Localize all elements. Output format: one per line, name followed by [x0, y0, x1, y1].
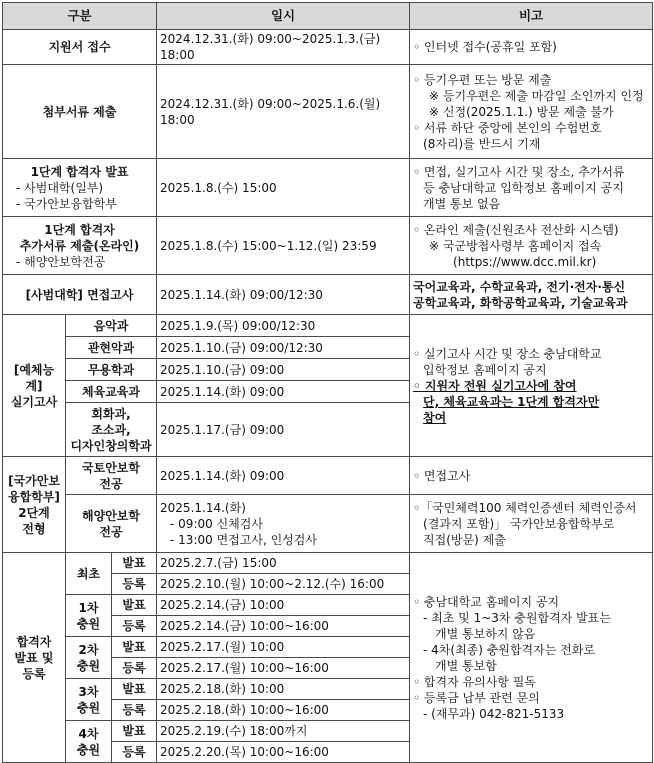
note-docs-line: ※ 신정(2025.1.1.) 방문 제출 불가 — [429, 104, 614, 119]
label-security-line: 융합학부] — [8, 489, 60, 504]
register-label: 등록 — [112, 574, 157, 595]
announce-date: 2025.2.17.(월) 10:00 — [157, 637, 410, 658]
date-marine-security — [157, 495, 410, 553]
note-marine-line: 직접(방문) 제출 — [423, 532, 506, 547]
date-apply: 2024.12.31.(화) 09:00~2025.1.3.(금) 18:00 — [157, 30, 410, 65]
round-3 — [66, 679, 112, 721]
round-4-line: 4차 — [78, 726, 99, 741]
note-edu-interview-line: 공학교육과, 화학공학교육과, 기술교육과 — [413, 295, 628, 310]
dept-marine-security — [66, 495, 157, 553]
date-stage1: 2025.1.8.(수) 15:00 — [157, 159, 410, 217]
round-4-line: 충원 — [76, 742, 101, 757]
dept-art — [66, 403, 157, 457]
announce-label: 발표 — [112, 595, 157, 616]
register-date: 2025.2.14.(금) 10:00~16:00 — [157, 616, 410, 637]
note-docs-line: ◦ 서류 하단 중앙에 본인의 수험번호 — [413, 120, 602, 135]
note-arts-line: 참여 — [423, 410, 447, 425]
label-edu-interview: [사범대학] 면접고사 — [3, 275, 157, 315]
note-marine-security — [410, 495, 653, 553]
note-docs — [410, 65, 653, 159]
label-stage1 — [3, 159, 157, 217]
label-security-line: 전형 — [22, 521, 46, 536]
row-security-1 — [3, 457, 653, 495]
dept-orchestra: 관현악과 — [66, 337, 157, 359]
register-date: 2025.2.17.(월) 10:00~16:00 — [157, 658, 410, 679]
note-results-line: ◦ 등록금 납부 관련 문의 — [413, 690, 540, 705]
label-stage1-extra-sub: - 해양안보학전공 — [16, 254, 106, 269]
row-arts-1 — [3, 315, 653, 337]
dept-art-line: 회화과, — [91, 406, 131, 421]
label-stage1-sub: - 사범대학(일부) — [16, 180, 104, 195]
round-2 — [66, 637, 112, 679]
round-3-line: 3차 — [78, 684, 99, 699]
date-dance: 2025.1.10.(금) 09:00 — [157, 359, 410, 381]
note-results-line: - 최초 및 1~3차 충원합격자 발표는 — [423, 610, 611, 625]
date-docs: 2024.12.31.(화) 09:00~2025.1.6.(월) 18:00 — [157, 65, 410, 159]
dept-marine-line: 해양안보학 — [82, 508, 140, 523]
dept-art-line: 디자인창의학과 — [70, 438, 152, 453]
label-results-line: 합격자 — [16, 634, 52, 649]
note-marine-line: ◦「국민체력100 체력인증센터 체력인증서 — [413, 500, 637, 515]
label-stage1-extra-title: 1단계 합격자 — [44, 222, 115, 237]
announce-label: 발표 — [112, 553, 157, 574]
announce-label: 발표 — [112, 721, 157, 742]
row-security-2 — [3, 495, 653, 553]
label-stage1-extra-title2: 추가서류 제출(온라인) — [19, 238, 140, 253]
note-arts-line: ◦ 실기고사 시간 및 장소 충남대학교 — [413, 346, 602, 361]
note-docs-line: (8자리)를 반드시 기재 — [423, 136, 541, 151]
note-stage1-line: 등 충남대학교 입학정보 홈페이지 공지 — [423, 180, 624, 195]
note-stage1-extra-line: (https://www.dcc.mil.kr) — [453, 254, 597, 269]
dept-art-line: 조소과, — [91, 422, 131, 437]
note-arts-line: 단, 체육교육과는 1단계 합격자만 — [423, 394, 600, 409]
dept-marine-line: 전공 — [99, 524, 123, 539]
note-results — [410, 553, 653, 763]
dept-national-line: 국토안보학 — [82, 460, 140, 475]
announce-label: 발표 — [112, 679, 157, 700]
register-label: 등록 — [112, 700, 157, 721]
row-stage1 — [3, 159, 653, 217]
label-docs: 첨부서류 제출 — [3, 65, 157, 159]
announce-date: 2025.2.14.(금) 10:00 — [157, 595, 410, 616]
date-national-security: 2025.1.14.(화) 09:00 — [157, 457, 410, 495]
dept-music: 음악과 — [66, 315, 157, 337]
note-national-security: ◦ 면접고사 — [410, 457, 653, 495]
note-edu-interview — [410, 275, 653, 315]
dept-national-line: 전공 — [99, 476, 123, 491]
note-results-line: ◦ 합격자 유의사항 필독 — [413, 674, 536, 689]
row-result-1a — [3, 553, 653, 574]
round-1-line: 충원 — [76, 616, 101, 631]
register-date: 2025.2.10.(월) 10:00~2.12.(수) 16:00 — [157, 574, 410, 595]
header-date: 일시 — [157, 3, 410, 30]
row-apply — [3, 30, 653, 65]
note-results-line: ◦ 충남대학교 홈페이지 공지 — [413, 594, 560, 609]
row-docs — [3, 65, 653, 159]
header-category: 구분 — [3, 3, 157, 30]
schedule-table — [2, 2, 653, 763]
note-arts-line: 입학정보 홈페이지 공지 — [423, 362, 547, 377]
register-date: 2025.2.20.(목) 10:00~16:00 — [157, 742, 410, 763]
announce-date: 2025.2.7.(금) 15:00 — [157, 553, 410, 574]
round-first: 최초 — [66, 553, 112, 595]
note-edu-interview-line: 국어교육과, 수학교육과, 전기·전자·통신 — [413, 279, 626, 294]
date-music: 2025.1.9.(목) 09:00/12:30 — [157, 315, 410, 337]
note-arts-line: ◦ 지원자 전원 실기고사에 참여 — [413, 378, 577, 393]
note-docs-line: ※ 등기우편은 제출 마감일 소인까지 인정 — [429, 88, 644, 103]
register-label: 등록 — [112, 742, 157, 763]
round-2-line: 2차 — [78, 642, 99, 657]
label-security-line: 2단계 — [18, 505, 50, 520]
date-art: 2025.1.17.(금) 09:00 — [157, 403, 410, 457]
date-stage1-extra: 2025.1.8.(수) 15:00~1.12.(일) 23:59 — [157, 217, 410, 275]
label-security-group — [3, 457, 66, 553]
label-security-line: [국가안보 — [8, 473, 60, 488]
label-arts-group — [3, 315, 66, 457]
note-results-line: 개별 통보하지 않음 — [435, 626, 536, 641]
note-stage1-extra-line: ※ 국군방첩사령부 홈페이지 접속 — [429, 238, 602, 253]
label-stage1-extra — [3, 217, 157, 275]
date-marine-line: - 13:00 면접고사, 인성검사 — [170, 532, 317, 547]
row-stage1-extra — [3, 217, 653, 275]
announce-label: 발표 — [112, 637, 157, 658]
note-stage1-extra-line: ◦ 온라인 제출(신원조사 전산화 시스템) — [413, 222, 619, 237]
round-1 — [66, 595, 112, 637]
note-marine-line: (결과지 포함)」 국가안보융합학부로 — [423, 516, 615, 531]
label-stage1-sub: - 국가안보융합학부 — [16, 196, 117, 211]
dept-national-security — [66, 457, 157, 495]
dept-dance: 무용학과 — [66, 359, 157, 381]
register-date: 2025.2.18.(화) 10:00~16:00 — [157, 700, 410, 721]
label-stage1-title: 1단계 합격자 발표 — [30, 164, 129, 179]
note-results-line: - 4차(최종) 충원합격자는 전화로 — [423, 642, 595, 657]
register-label: 등록 — [112, 616, 157, 637]
date-marine-line: - 09:00 신체검사 — [170, 516, 263, 531]
round-2-line: 충원 — [76, 658, 101, 673]
label-results-line: 등록 — [22, 666, 46, 681]
note-stage1-line: ◦ 면접, 실기고사 시간 및 장소, 추가서류 — [413, 164, 625, 179]
round-4 — [66, 721, 112, 763]
label-arts-group-line: [예체능계] — [13, 362, 55, 393]
date-edu-interview: 2025.1.14.(화) 09:00/12:30 — [157, 275, 410, 315]
label-results-group — [3, 553, 66, 763]
date-marine-line: 2025.1.14.(화) — [160, 500, 246, 515]
label-apply: 지원서 접수 — [3, 30, 157, 65]
label-results-line: 발표 및 — [14, 650, 54, 665]
register-label: 등록 — [112, 658, 157, 679]
note-apply: ◦ 인터넷 접수(공휴일 포함) — [410, 30, 653, 65]
announce-date: 2025.2.18.(화) 10:00 — [157, 679, 410, 700]
label-arts-group-line: 실기고사 — [10, 394, 58, 409]
dept-pe: 체육교육과 — [66, 381, 157, 403]
note-results-line: - (재무과) 042-821-5133 — [423, 706, 565, 721]
round-3-line: 충원 — [76, 700, 101, 715]
note-stage1-line: 개별 통보 없음 — [423, 196, 501, 211]
note-results-line: 개별 통보함 — [435, 658, 497, 673]
round-1-line: 1차 — [78, 600, 99, 615]
header-note: 비고 — [410, 3, 653, 30]
note-arts — [410, 315, 653, 457]
note-stage1 — [410, 159, 653, 217]
date-pe: 2025.1.14.(화) 09:00 — [157, 381, 410, 403]
header-row — [3, 3, 653, 30]
note-stage1-extra — [410, 217, 653, 275]
date-orchestra: 2025.1.10.(금) 09:00/12:30 — [157, 337, 410, 359]
row-edu-interview — [3, 275, 653, 315]
announce-date: 2025.2.19.(수) 18:00까지 — [157, 721, 410, 742]
note-docs-line: ◦ 등기우편 또는 방문 제출 — [413, 72, 552, 87]
